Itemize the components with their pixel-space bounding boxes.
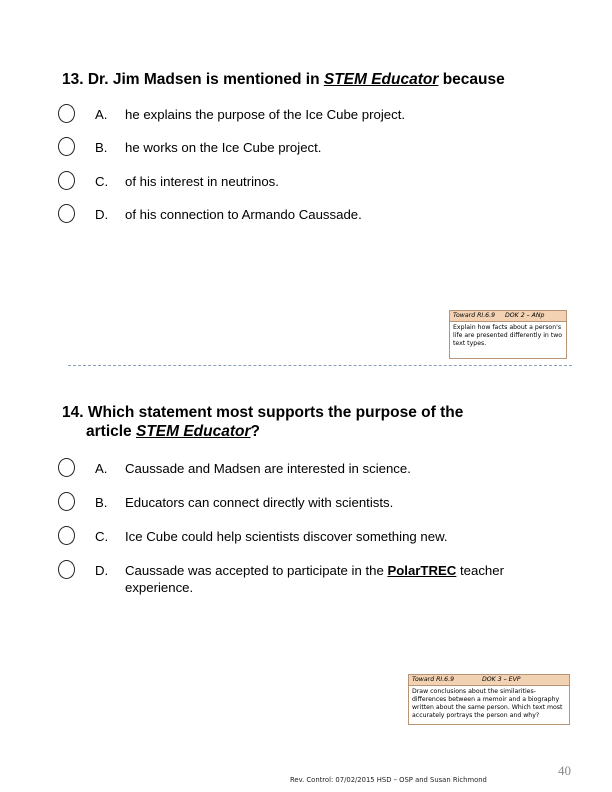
q14-choice-b[interactable] xyxy=(58,492,538,518)
answer-bubble[interactable] xyxy=(58,137,75,156)
choice-text: Ice Cube could help scientists discover something new. xyxy=(125,529,448,544)
choice-text xyxy=(125,562,545,596)
question-13-prompt xyxy=(62,70,562,89)
q13-source-title: STEM Educator xyxy=(323,71,439,88)
choice-letter: A. xyxy=(95,107,108,122)
polartrec-link[interactable]: PolarTREC xyxy=(387,563,457,578)
choice-text: Caussade and Madsen are interested in science. xyxy=(125,461,411,476)
page-number: 40 xyxy=(558,763,571,778)
q14-choice-d[interactable] xyxy=(58,560,538,600)
choice-text: he explains the purpose of the Ice Cube project. xyxy=(125,107,406,122)
q14-line2-prefix: article xyxy=(86,423,136,440)
choice-text: Educators can connect directly with scientists. xyxy=(125,495,394,510)
standard-header xyxy=(450,311,566,322)
answer-bubble[interactable] xyxy=(58,526,75,545)
q14-standard-box xyxy=(408,674,570,725)
q14-choice-a[interactable] xyxy=(58,458,538,484)
q13-choice-d[interactable] xyxy=(58,204,538,230)
standard-dok: DOK 3 – EVP xyxy=(482,676,521,683)
choice-letter: C. xyxy=(95,174,109,189)
choice-letter: B. xyxy=(95,140,108,155)
q14-line2 xyxy=(62,422,562,441)
answer-bubble[interactable] xyxy=(58,458,75,477)
choice-letter: D. xyxy=(95,207,109,222)
choice-letter: C. xyxy=(95,529,109,544)
answer-bubble[interactable] xyxy=(58,492,75,511)
choice-text-suffix: teacher experience. xyxy=(125,563,504,595)
q14-line2-suffix: ? xyxy=(250,423,260,440)
q14-choice-c[interactable] xyxy=(58,526,538,552)
answer-bubble[interactable] xyxy=(58,204,75,223)
q14-line1: 14. Which statement most supports the purpose of the xyxy=(62,404,464,421)
choice-text: he works on the Ice Cube project. xyxy=(125,140,322,155)
standard-code: Toward RI.6.9 xyxy=(453,312,496,319)
q13-choice-c[interactable] xyxy=(58,171,538,197)
answer-bubble[interactable] xyxy=(58,104,75,123)
standard-code: Toward RI.6.9 xyxy=(412,676,455,683)
standard-description: Draw conclusions about the similarities-differences between a memoir and a biography written about the same person. Which text most accurately portrays the person and why? xyxy=(412,688,563,719)
answer-bubble[interactable] xyxy=(58,560,75,579)
question-14-prompt xyxy=(62,403,562,441)
choice-text: of his connection to Armando Caussade. xyxy=(125,207,362,222)
q14-source-title: STEM Educator xyxy=(135,423,251,440)
answer-bubble[interactable] xyxy=(58,171,75,190)
q13-choice-b[interactable] xyxy=(58,137,538,163)
q13-prefix: 13. Dr. Jim Madsen is mentioned in xyxy=(62,71,324,88)
revision-footer: Rev. Control: 07/02/2015 HSD – OSP and Susan Richmond xyxy=(290,776,487,784)
standard-dok: DOK 2 – ANp xyxy=(505,312,545,319)
choice-letter: A. xyxy=(95,461,108,476)
q13-standard-box xyxy=(449,310,567,359)
section-divider xyxy=(68,365,572,366)
standard-header xyxy=(409,675,569,686)
choice-letter: B. xyxy=(95,495,108,510)
choice-letter: D. xyxy=(95,563,109,578)
choice-text: of his interest in neutrinos. xyxy=(125,174,279,189)
q13-suffix: because xyxy=(438,71,505,88)
q13-choice-a[interactable] xyxy=(58,104,538,130)
standard-description: Explain how facts about a person's life are presented differently in two text types. xyxy=(453,324,563,347)
choice-text-prefix: Caussade was accepted to participate in the xyxy=(125,563,388,578)
